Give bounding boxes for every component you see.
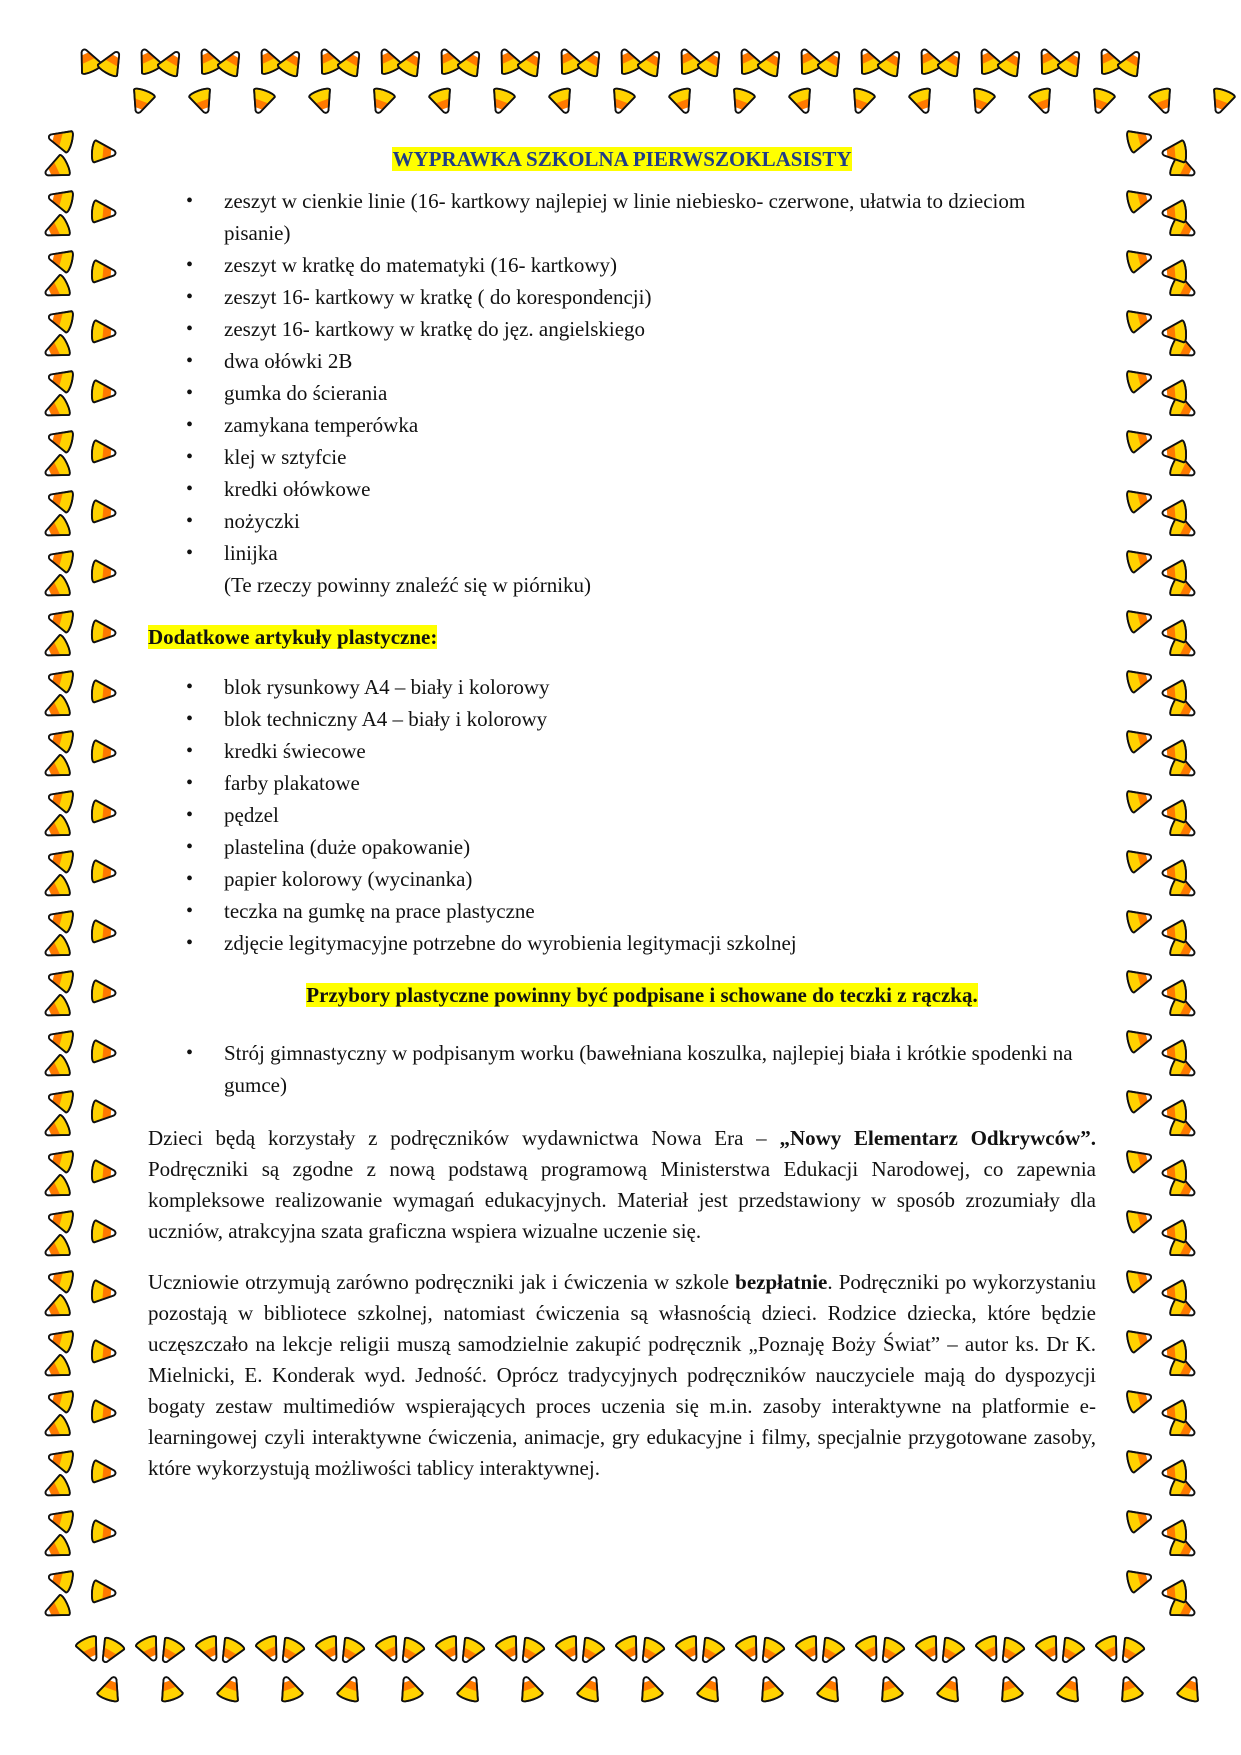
candy-corn-icon — [635, 1636, 666, 1667]
candy-corn-icon — [967, 87, 996, 117]
candy-corn-icon — [615, 1634, 645, 1665]
candy-corn-icon — [847, 87, 876, 117]
candy-corn-icon — [216, 1674, 245, 1704]
candy-corn-icon — [755, 1674, 784, 1704]
candy-corn-icon — [91, 1460, 116, 1484]
candy-corn-icon — [695, 1636, 726, 1667]
candy-corn-icon — [548, 87, 577, 117]
candy-corn-icon — [1125, 246, 1153, 273]
candy-corn-icon — [607, 87, 636, 117]
candy-corn-icon — [493, 45, 523, 76]
candy-corn-icon — [395, 1636, 426, 1667]
candy-corn-icon — [1115, 1636, 1146, 1667]
candy-corn-icon — [46, 1266, 74, 1293]
list-item: • nożyczki — [186, 505, 1096, 537]
candy-corn-icon — [1125, 306, 1153, 333]
candy-corn-icon — [735, 1634, 765, 1665]
candy-corn-icon — [41, 634, 72, 664]
candy-corn-icon — [308, 87, 337, 117]
list-item: • blok techniczny A4 – biały i kolorowy — [186, 703, 1096, 735]
candy-corn-icon — [1125, 1386, 1153, 1413]
candy-corn-icon — [41, 994, 72, 1024]
textbook-title: „Nowy Elementarz Odkrywców”. — [779, 1126, 1096, 1150]
candy-corn-icon — [553, 45, 583, 76]
candy-corn-icon — [41, 1354, 72, 1384]
candy-corn-icon — [41, 514, 72, 544]
candy-corn-icon — [275, 1674, 304, 1704]
paragraph-text: . Podręczniki po wykorzystaniu pozostają w bibliotece szkolnej, natomiast ćwiczenia są własnością dzieci. Rodzice dziecka, które będzie uczęszczało na lekcje religii muszą samodzielnie zakupić podręcznik „Poznaję Boży Świat” – autor ks. Dr K. Mielnicki, E. Konderak wyd. Jedność. Oprócz tradycyjnych podręczników nauczyciele mają do dyspozycji bogaty zestaw multimediów wspierających proces uczenia się m.in. zasoby interaktywne na platformie e-learningowej czyli interaktywne ćwiczenia, animacje, gry edukacyjne i filmy, specjalnie przygotowane zasoby, które wykorzystują możliwości tablicy interaktywnej. — [148, 1270, 1096, 1480]
candy-corn-icon — [675, 1634, 705, 1665]
candy-corn-icon — [913, 45, 943, 76]
candy-corn-icon — [193, 45, 223, 76]
candy-corn-icon — [515, 1636, 546, 1667]
candy-corn-icon — [1207, 87, 1236, 117]
candy-corn-icon — [188, 87, 217, 117]
candy-corn-icon — [1116, 47, 1147, 78]
candy-corn-icon — [91, 680, 116, 704]
candy-corn-icon — [73, 45, 103, 76]
candy-corn-icon — [91, 1040, 116, 1064]
candy-corn-icon — [1125, 126, 1153, 153]
candy-corn-icon — [91, 200, 116, 224]
candy-corn-icon — [46, 306, 74, 333]
candy-corn-icon — [41, 214, 72, 244]
candy-corn-icon — [41, 694, 72, 724]
candy-corn-icon — [1095, 1634, 1125, 1665]
candy-corn-icon — [91, 560, 116, 584]
candy-corn-icon — [46, 1326, 74, 1353]
document-body — [148, 145, 1096, 1484]
candy-corn-icon — [91, 980, 116, 1004]
candy-corn-icon — [41, 1054, 72, 1084]
candy-corn-icon — [995, 1636, 1026, 1667]
candy-corn-icon — [46, 186, 74, 213]
candy-corn-icon — [46, 1206, 74, 1233]
candy-corn-icon — [91, 620, 116, 644]
candy-corn-icon — [1125, 906, 1153, 933]
candy-corn-icon — [1125, 1206, 1153, 1233]
candy-corn-icon — [515, 1674, 544, 1704]
paragraph-text: Dzieci będą korzystały z podręczników wydawnictwa Nowa Era – — [148, 1126, 780, 1150]
candy-corn-icon — [335, 1636, 366, 1667]
list-item: • farby plakatowe — [186, 767, 1096, 799]
candy-corn-icon — [727, 87, 756, 117]
candy-corn-icon — [41, 274, 72, 304]
candy-corn-icon — [91, 260, 116, 284]
list-item: • zeszyt w cienkie linie (16- kartkowy najlepiej w linie niebiesko- czerwone, ułatwia to dzieciom pisanie) — [186, 185, 1096, 249]
candy-corn-icon — [1093, 45, 1123, 76]
candy-corn-icon — [373, 45, 403, 76]
candy-corn-icon — [975, 1634, 1005, 1665]
list-item: • plastelina (duże opakowanie) — [186, 831, 1096, 863]
candy-corn-icon — [1033, 45, 1063, 76]
candy-corn-icon — [875, 1636, 906, 1667]
candy-corn-icon — [1055, 1636, 1086, 1667]
list-item: • zeszyt 16- kartkowy w kratkę ( do korespondencji) — [186, 281, 1096, 313]
list-item: • zamykana temperówka — [186, 409, 1096, 441]
candy-corn-icon — [95, 1636, 126, 1667]
candy-corn-icon — [46, 246, 74, 273]
textbooks-paragraph — [148, 1123, 1096, 1247]
paragraph-text: Uczniowie otrzymują zarówno podręczniki jak i ćwiczenia w szkole — [148, 1270, 736, 1294]
candy-corn-icon — [1125, 966, 1153, 993]
candy-corn-icon — [215, 1636, 246, 1667]
candy-corn-icon — [635, 1674, 664, 1704]
candy-corn-icon — [315, 1634, 345, 1665]
candy-corn-icon — [91, 1520, 116, 1544]
candy-corn-icon — [195, 1634, 225, 1665]
candy-corn-icon — [875, 1674, 904, 1704]
candy-corn-icon — [1125, 606, 1153, 633]
candy-corn-icon — [915, 1634, 945, 1665]
candy-corn-icon — [936, 1674, 965, 1704]
candy-corn-icon — [91, 740, 116, 764]
candy-corn-icon — [96, 47, 127, 78]
candy-corn-icon — [46, 366, 74, 393]
candy-corn-icon — [1125, 186, 1153, 213]
art-supplies-note-text: Przybory plastyczne powinny być podpisane i schowane do teczki z rączką. — [306, 983, 978, 1007]
candy-corn-icon — [1035, 1634, 1065, 1665]
candy-corn-icon — [91, 1400, 116, 1424]
candy-corn-icon — [41, 154, 72, 184]
candy-corn-icon — [1056, 47, 1087, 78]
candy-corn-icon — [216, 47, 247, 78]
candy-corn-icon — [815, 1636, 846, 1667]
candy-corn-icon — [46, 1146, 74, 1173]
candy-corn-icon — [1125, 846, 1153, 873]
free-emphasis: bezpłatnie — [735, 1270, 828, 1294]
candy-corn-icon — [1148, 87, 1177, 117]
candy-corn-icon — [1125, 1566, 1153, 1593]
candy-corn-icon — [816, 1674, 845, 1704]
candy-corn-icon — [395, 1674, 424, 1704]
candy-corn-icon — [91, 800, 116, 824]
candy-corn-icon — [1125, 1326, 1153, 1353]
gym-list — [148, 1037, 1096, 1101]
candy-corn-icon — [91, 920, 116, 944]
candy-corn-icon — [1125, 1146, 1153, 1173]
candy-corn-icon — [1125, 666, 1153, 693]
candy-corn-icon — [46, 1506, 74, 1533]
candy-corn-icon — [456, 1674, 485, 1704]
pencil-case-note: (Te rzeczy powinny znaleźć się w piórniku) — [224, 573, 592, 597]
candy-corn-icon — [135, 1634, 165, 1665]
candy-corn-icon — [46, 786, 74, 813]
candy-corn-icon — [46, 426, 74, 453]
candy-corn-icon — [793, 45, 823, 76]
candy-corn-icon — [91, 1580, 116, 1604]
candy-corn-icon — [756, 47, 787, 78]
candy-corn-icon — [1087, 87, 1116, 117]
candy-corn-icon — [456, 47, 487, 78]
candy-corn-icon — [155, 1674, 184, 1704]
candy-corn-icon — [1125, 1506, 1153, 1533]
candy-corn-icon — [428, 87, 457, 117]
candy-corn-icon — [156, 47, 187, 78]
candy-corn-icon — [155, 1636, 186, 1667]
candy-corn-icon — [41, 1474, 72, 1504]
candy-corn-icon — [46, 666, 74, 693]
candy-corn-icon — [41, 454, 72, 484]
candy-corn-icon — [41, 1114, 72, 1144]
pencil-case-list — [148, 185, 1096, 569]
candy-corn-icon — [1125, 546, 1153, 573]
candy-corn-icon — [1125, 786, 1153, 813]
paragraph-text: Podręczniki są zgodne z nową podstawą programową Ministerstwa Edukacji Narodowej, co zapewnia kompleksowe realizowanie wymagań edukacyjnych. Materiał jest przedstawiony w sposób zrozumiały dla uczniów, atrakcyjna szata graficzna wspiera wizualne uczenie się. — [148, 1157, 1096, 1243]
candy-corn-icon — [96, 1674, 125, 1704]
candy-corn-icon — [46, 606, 74, 633]
candy-corn-icon — [433, 45, 463, 76]
candy-corn-icon — [41, 1294, 72, 1324]
candy-corn-icon — [91, 500, 116, 524]
candy-corn-icon — [973, 45, 1003, 76]
candy-corn-icon — [1176, 1674, 1205, 1704]
candy-corn-icon — [396, 47, 427, 78]
candy-corn-icon — [1125, 726, 1153, 753]
candy-corn-icon — [46, 1026, 74, 1053]
candy-corn-icon — [91, 140, 116, 164]
list-item: • papier kolorowy (wycinanka) — [186, 863, 1096, 895]
list-item: • blok rysunkowy A4 – biały i kolorowy — [186, 671, 1096, 703]
list-item: • kredki świecowe — [186, 735, 1096, 767]
page-title — [148, 145, 1096, 173]
art-supplies-heading — [148, 621, 1096, 653]
page-title-text: WYPRAWKA SZKOLNA PIERWSZOKLASISTY — [392, 147, 852, 171]
candy-corn-icon — [41, 1534, 72, 1564]
candy-corn-icon — [247, 87, 276, 117]
candy-corn-icon — [41, 934, 72, 964]
candy-corn-icon — [516, 47, 547, 78]
candy-corn-icon — [696, 47, 727, 78]
list-item: • zeszyt w kratkę do matematyki (16- kartkowy) — [186, 249, 1096, 281]
candy-corn-icon — [253, 45, 283, 76]
candy-corn-icon — [91, 1100, 116, 1124]
candy-corn-icon — [1125, 1266, 1153, 1293]
candy-corn-icon — [91, 1160, 116, 1184]
candy-corn-icon — [91, 380, 116, 404]
candy-corn-icon — [936, 47, 967, 78]
candy-corn-icon — [908, 87, 937, 117]
candy-corn-icon — [91, 440, 116, 464]
candy-corn-icon — [276, 47, 307, 78]
art-supplies-list — [148, 671, 1096, 959]
candy-corn-icon — [275, 1636, 306, 1667]
free-books-paragraph — [148, 1267, 1096, 1484]
candy-corn-icon — [375, 1634, 405, 1665]
candy-corn-icon — [855, 1634, 885, 1665]
candy-corn-icon — [853, 45, 883, 76]
list-item: • linijka — [186, 537, 1096, 569]
candy-corn-icon — [41, 754, 72, 784]
list-item: • teczka na gumkę na prace plastyczne — [186, 895, 1096, 927]
candy-corn-icon — [255, 1634, 285, 1665]
candy-corn-icon — [41, 334, 72, 364]
candy-corn-icon — [91, 320, 116, 344]
candy-corn-icon — [1125, 366, 1153, 393]
candy-corn-icon — [1125, 426, 1153, 453]
list-item: • dwa ołówki 2B — [186, 345, 1096, 377]
candy-corn-icon — [46, 1086, 74, 1113]
candy-corn-icon — [41, 394, 72, 424]
candy-corn-icon — [41, 1594, 72, 1624]
candy-corn-icon — [795, 1634, 825, 1665]
candy-corn-icon — [46, 1566, 74, 1593]
candy-corn-icon — [1115, 1674, 1144, 1704]
candy-corn-icon — [1125, 1086, 1153, 1113]
candy-corn-icon — [41, 1234, 72, 1264]
art-supplies-note — [148, 979, 1096, 1011]
candy-corn-icon — [636, 47, 667, 78]
candy-corn-icon — [755, 1636, 786, 1667]
candy-corn-icon — [91, 1340, 116, 1364]
candy-corn-icon — [816, 47, 847, 78]
candy-corn-icon — [127, 87, 156, 117]
candy-corn-icon — [668, 87, 697, 117]
list-item: • zdjęcie legitymacyjne potrzebne do wyrobienia legitymacji szkolnej — [186, 927, 1096, 959]
candy-corn-icon — [336, 47, 367, 78]
candy-corn-icon — [46, 846, 74, 873]
candy-corn-icon — [41, 1174, 72, 1204]
candy-corn-icon — [46, 1386, 74, 1413]
candy-corn-icon — [41, 574, 72, 604]
candy-corn-icon — [576, 47, 607, 78]
candy-corn-icon — [91, 1220, 116, 1244]
candy-corn-icon — [46, 906, 74, 933]
candy-corn-icon — [133, 45, 163, 76]
candy-corn-icon — [75, 1634, 105, 1665]
candy-corn-icon — [367, 87, 396, 117]
candy-corn-icon — [487, 87, 516, 117]
candy-corn-icon — [336, 1674, 365, 1704]
candy-corn-icon — [673, 45, 703, 76]
candy-corn-icon — [495, 1634, 525, 1665]
candy-corn-icon — [696, 1674, 725, 1704]
candy-corn-icon — [1056, 1674, 1085, 1704]
candy-corn-icon — [876, 47, 907, 78]
candy-corn-icon — [46, 546, 74, 573]
candy-corn-icon — [41, 874, 72, 904]
candy-corn-icon — [91, 860, 116, 884]
candy-corn-icon — [46, 126, 74, 153]
list-item: • gumka do ścierania — [186, 377, 1096, 409]
list-item: • klej w sztyfcie — [186, 441, 1096, 473]
candy-corn-icon — [935, 1636, 966, 1667]
candy-corn-icon — [1125, 1446, 1153, 1473]
candy-corn-icon — [313, 45, 343, 76]
candy-corn-icon — [455, 1636, 486, 1667]
list-item: • Strój gimnastyczny w podpisanym worku (bawełniana koszulka, najlepiej biała i krótkie spodenki na gumce) — [186, 1037, 1096, 1101]
candy-corn-icon — [1125, 1026, 1153, 1053]
candy-corn-icon — [575, 1636, 606, 1667]
candy-corn-icon — [996, 47, 1027, 78]
list-item: • pędzel — [186, 799, 1096, 831]
candy-corn-icon — [41, 814, 72, 844]
candy-corn-icon — [576, 1674, 605, 1704]
candy-corn-icon — [1028, 87, 1057, 117]
list-item: • zeszyt 16- kartkowy w kratkę do jęz. angielskiego — [186, 313, 1096, 345]
candy-corn-icon — [46, 966, 74, 993]
candy-corn-icon — [435, 1634, 465, 1665]
art-supplies-heading-text: Dodatkowe artykuły plastyczne: — [148, 625, 438, 649]
candy-corn-icon — [41, 1414, 72, 1444]
candy-corn-icon — [91, 1280, 116, 1304]
candy-corn-icon — [733, 45, 763, 76]
list-item: • kredki ołówkowe — [186, 473, 1096, 505]
candy-corn-icon — [555, 1634, 585, 1665]
candy-corn-icon — [46, 726, 74, 753]
candy-corn-icon — [46, 1446, 74, 1473]
candy-corn-icon — [788, 87, 817, 117]
candy-corn-icon — [46, 486, 74, 513]
candy-corn-icon — [995, 1674, 1024, 1704]
candy-corn-icon — [1125, 486, 1153, 513]
candy-corn-icon — [613, 45, 643, 76]
